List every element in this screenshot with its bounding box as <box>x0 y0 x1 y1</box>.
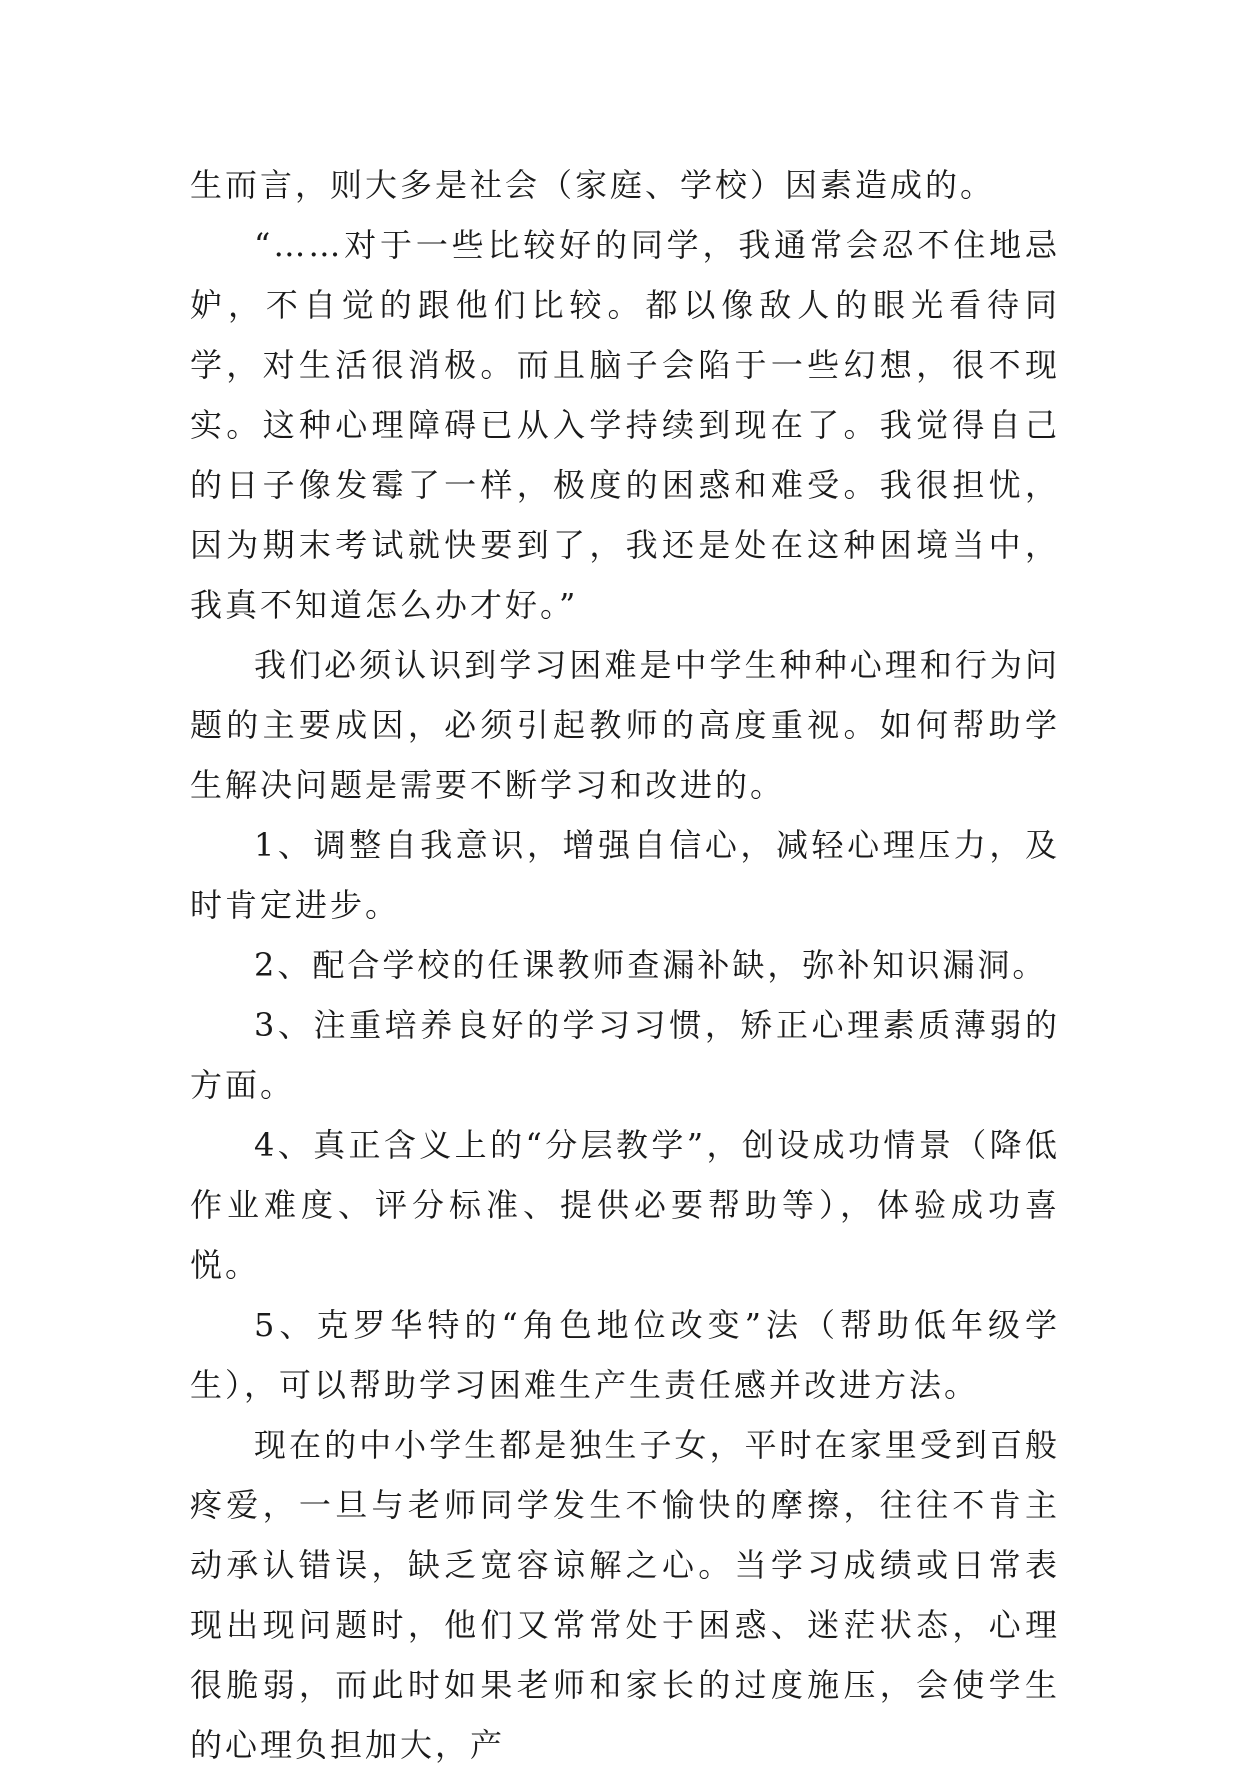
paragraph-continuation: 生而言，则大多是社会（家庭、学校）因素造成的。 <box>190 166 996 204</box>
list-item-1: 1、调整自我意识，增强自信心，减轻心理压力，及时肯定进步。 <box>190 826 1060 924</box>
paragraph-closing: 现在的中小学生都是独生子女，平时在家里受到百般疼爱，一旦与老师同学发生不愉快的摩擦，往往不肯主动承认错误，缺乏宽容谅解之心。当学习成绩或日常表现出现问题时，他们又常常处于困惑、迷茫状态，心理很脆弱，而此时如果老师和家长的过度施压，会使学生的心理负担加大，产 <box>190 1426 1060 1764</box>
list-item-5: 5、克罗华特的“角色地位改变”法（帮助低年级学生），可以帮助学习困难生产生责任感并改进方法。 <box>190 1306 1060 1404</box>
list-item-4: 4、真正含义上的“分层教学”，创设成功情景（降低作业难度、评分标准、提供必要帮助等），体验成功喜悦。 <box>190 1126 1060 1284</box>
document-body <box>190 155 1060 1775</box>
list-item-3: 3、注重培养良好的学习习惯，矫正心理素质薄弱的方面。 <box>190 1006 1060 1104</box>
paragraph-quote: “……对于一些比较好的同学，我通常会忍不住地忌妒，不自觉的跟他们比较。都以像敌人的眼光看待同学，对生活很消极。而且脑子会陷于一些幻想，很不现实。这种心理障碍已从入学持续到现在了。我觉得自己的日子像发霉了一样，极度的困惑和难受。我很担忧，因为期末考试就快要到了，我还是处在这种困境当中，我真不知道怎么办才好。” <box>190 226 1060 624</box>
paragraph-analysis: 我们必须认识到学习困难是中学生种种心理和行为问题的主要成因，必须引起教师的高度重视。如何帮助学生解决问题是需要不断学习和改进的。 <box>190 646 1060 804</box>
list-item-2: 2、配合学校的任课教师查漏补缺，弥补知识漏洞。 <box>254 946 1048 984</box>
